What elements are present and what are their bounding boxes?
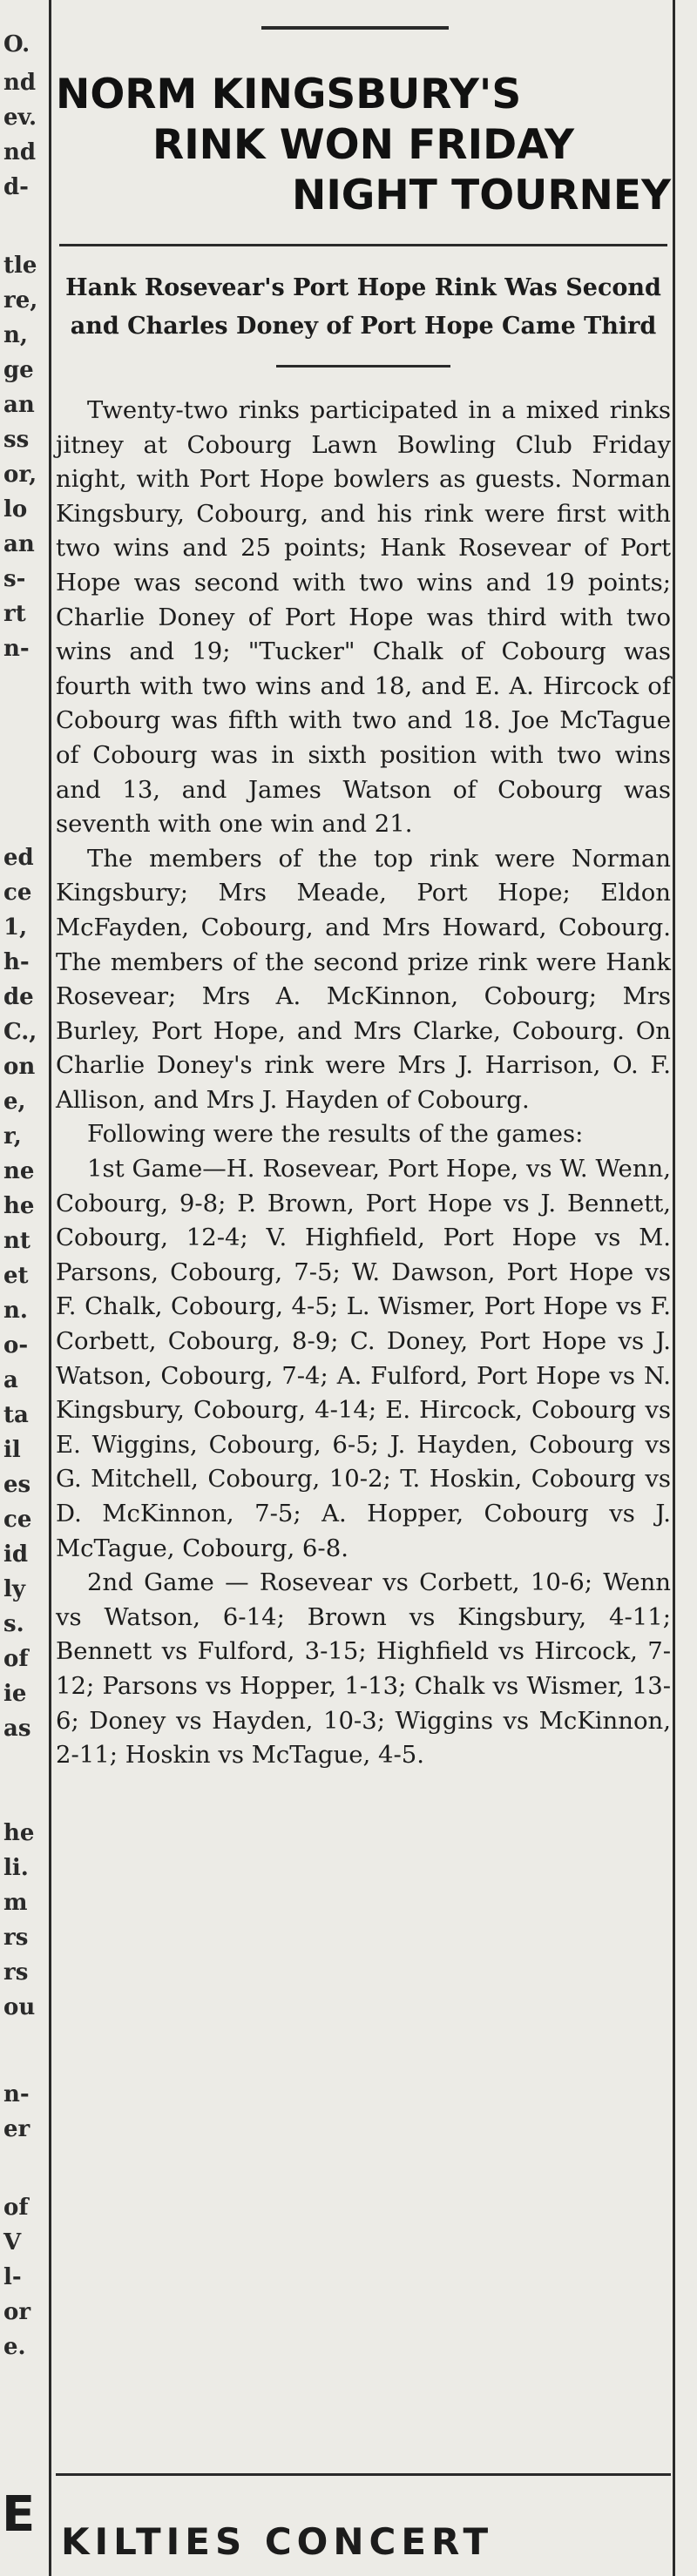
fragment: or, xyxy=(3,462,37,488)
fragment: nd xyxy=(3,70,37,96)
fragment: rs xyxy=(3,1925,29,1951)
fragment: ce xyxy=(3,1507,32,1533)
fragment: on xyxy=(3,1054,36,1080)
fragment: li. xyxy=(3,1855,29,1881)
fragment: nt xyxy=(3,1228,30,1254)
fragment: d- xyxy=(3,174,29,200)
fragment: e, xyxy=(3,1089,26,1115)
left-column-fragments xyxy=(0,0,47,2576)
fragment: h- xyxy=(3,949,30,975)
fragment: m xyxy=(3,1890,28,1916)
fragment: tle xyxy=(3,253,37,279)
subheadline: Hank Rosevear's Port Hope Rink Was Second and Charles Doney of Port Hope Came Third xyxy=(65,274,661,340)
headline-line: NORM KINGSBURY'S xyxy=(56,71,522,118)
fragment: es xyxy=(3,1472,31,1498)
fragment: il xyxy=(3,1437,21,1463)
fragment: e. xyxy=(3,2334,26,2360)
headline-rule xyxy=(59,244,667,246)
headline xyxy=(56,70,671,221)
headline-line: RINK WON FRIDAY xyxy=(152,121,574,169)
fragment: n, xyxy=(3,322,28,348)
fragment: et xyxy=(3,1263,29,1289)
bottom-rule xyxy=(56,2473,671,2476)
next-article-headline: KILTIES CONCERT xyxy=(61,2520,494,2563)
fragment: ou xyxy=(3,1994,36,2020)
fragment: a xyxy=(3,1367,18,1393)
top-rule xyxy=(261,26,449,30)
column-divider xyxy=(49,0,51,2576)
fragment: de xyxy=(3,984,34,1010)
fragment: an xyxy=(3,392,35,418)
headline-line: NIGHT TOURNEY xyxy=(291,172,671,219)
article-paragraph: The members of the top rink were Norman Kingsbury; Mrs Meade, Port Hope; Eldon McFayden, Cobourg, and Mrs Howard, Cobourg. The members of the second prize rink were Hank Rosevear; Mrs A. McKinnon, Cobourg; Mrs Burley, Port Hope, and Mrs Clarke, Cobourg. On Charlie Doney's rink were Mrs J. Harrison, O. F. Allison, and Mrs J. Hayden of Cobourg. xyxy=(56,844,671,1114)
fragment: id xyxy=(3,1541,29,1568)
fragment: 1, xyxy=(3,914,28,941)
article xyxy=(56,35,671,1773)
fragment: er xyxy=(3,2116,30,2142)
fragment: V xyxy=(3,2229,22,2256)
fragment: l- xyxy=(3,2264,22,2290)
article-paragraph: Twenty-two rinks participated in a mixed rinks jitney at Cobourg Lawn Bowling Club Friday night, with Port Hope bowlers as guests. Norman Kingsbury, Cobourg, and his rink were first with two wins and 25 points; Hank Rosevear of Port Hope was second with two wins and 19 points; Charlie Doney of Port Hope was third with two wins and 19; "Tucker" Chalk of Cobourg was fourth with two wins and 18, and E. A. Hircock of Cobourg was fifth with two and 18. Joe McTague of Cobourg was in sixth position with two wins and 13, and James Watson of Cobourg was seventh with one win and 21. xyxy=(56,396,671,839)
fragment: lo xyxy=(3,496,28,523)
article-paragraph: Following were the results of the games: xyxy=(87,1120,584,1149)
fragment: n. xyxy=(3,1298,28,1324)
fragment: of xyxy=(3,2195,29,2221)
fragment: o- xyxy=(3,1332,29,1359)
fragment: re, xyxy=(3,287,38,314)
fragment: n- xyxy=(3,636,30,662)
fragment: ta xyxy=(3,1402,29,1428)
column-divider xyxy=(673,0,675,2576)
fragment: s. xyxy=(3,1611,24,1637)
subhead-rule xyxy=(276,365,450,368)
fragment: as xyxy=(3,1716,31,1742)
fragment: nd xyxy=(3,139,37,165)
fragment: ly xyxy=(3,1576,25,1602)
fragment: rs xyxy=(3,1959,29,1986)
game-results-paragraph: 1st Game—H. Rosevear, Port Hope, vs W. Wenn, Cobourg, 9-8; P. Brown, Port Hope vs J. Bennett, Cobourg, 12-4; V. Highfield, Port Hope vs M. Parsons, Cobourg, 7-5; W. Dawson, Port Hope vs F. Chalk, Cobourg, 4-5; L. Wismer, Port Hope vs F. Corbett, Cobourg, 8-9; C. Doney, Port Hope vs J. Watson, Cobourg, 7-4; A. Fulford, Port Hope vs N. Kingsbury, Cobourg, 4-14; E. Hircock, Cobourg vs E. Wiggins, Cobourg, 6-5; J. Hayden, Cobourg vs G. Mitchell, Cobourg, 10-2; T. Hoskin, Cobourg vs D. McKinnon, 7-5; A. Hopper, Cobourg vs J. McTague, Cobourg, 6-8. xyxy=(56,1155,671,1562)
fragment: rt xyxy=(3,601,26,627)
fragment: E xyxy=(2,2486,36,2543)
game-results-paragraph: 2nd Game — Rosevear vs Corbett, 10-6; Wenn vs Watson, 6-14; Brown vs Kingsbury, 4-11; Bennett vs Fulford, 3-15; Highfield vs Hircock, 7-12; Parsons vs Hopper, 1-13; Chalk vs Wismer, 13-6; Doney vs Hayden, 10-3; Wiggins vs McKinnon, 2-11; Hoskin vs McTague, 4-5. xyxy=(56,1568,671,1770)
fragment: s- xyxy=(3,566,26,592)
fragment: r, xyxy=(3,1123,22,1150)
fragment: ed xyxy=(3,845,34,871)
fragment: C., xyxy=(3,1019,37,1045)
fragment: O. xyxy=(3,31,30,57)
fragment: of xyxy=(3,1646,29,1672)
fragment: ge xyxy=(3,357,34,383)
fragment: ev. xyxy=(3,105,37,131)
fragment: n- xyxy=(3,2081,30,2107)
fragment: he xyxy=(3,1820,35,1846)
fragment: he xyxy=(3,1193,35,1219)
fragment: ss xyxy=(3,427,30,453)
fragment: or xyxy=(3,2299,31,2325)
fragment: ie xyxy=(3,1681,27,1707)
fragment: ne xyxy=(3,1158,35,1184)
fragment: an xyxy=(3,531,35,557)
fragment: ce xyxy=(3,880,32,906)
